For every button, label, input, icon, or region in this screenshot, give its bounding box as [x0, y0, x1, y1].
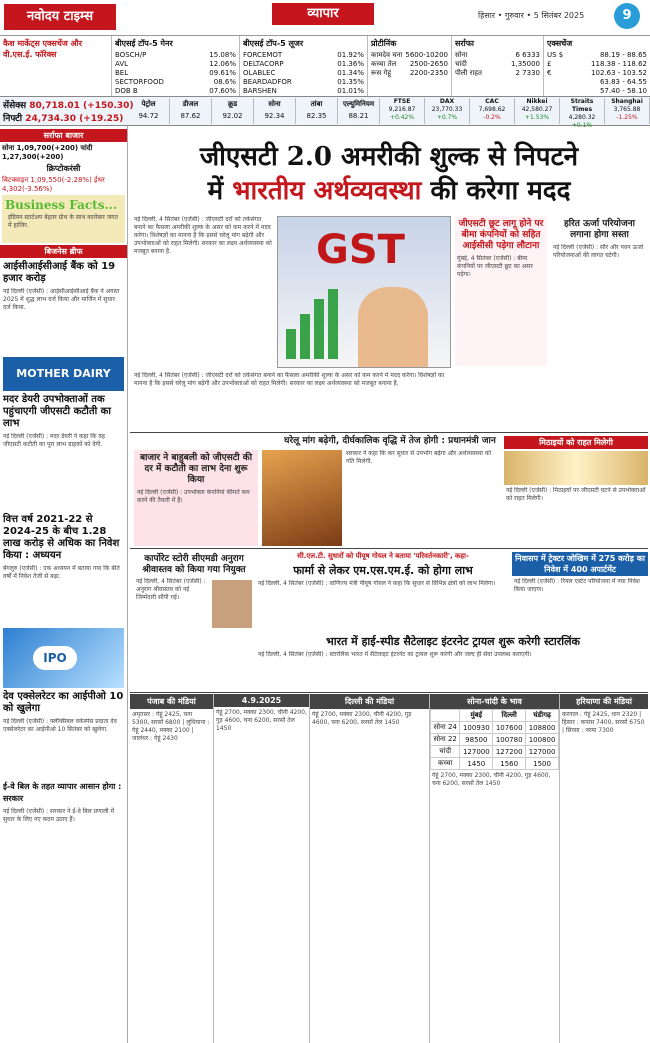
- forex-row: € 102.63 - 103.52: [547, 69, 647, 77]
- mother-dairy-logo: MOTHER DAIRY: [3, 357, 124, 391]
- gst-word: GST: [316, 227, 405, 273]
- chart-bar-icon: [328, 289, 338, 359]
- crypto-text: बिटक्वाइन 1,09,550(-2.28%) ईथर 4,302(-3.56%): [2, 176, 105, 193]
- demand-text: सरकार ने कहा कि कर सुधार से उपभोग बढ़ेगा और अर्थव्यवस्था को गति मिलेगी.: [346, 450, 492, 465]
- dateline: हिसार • गुरुवार • 5 सितंबर 2025: [478, 11, 585, 20]
- gold-row: सोना 24 100930 107600 108800: [431, 722, 559, 734]
- sweets-box: [504, 436, 648, 546]
- fuel-item: क्रूड 92.02: [212, 98, 254, 124]
- index-item: FTSE 9,216.87 +0.42%: [380, 98, 425, 124]
- index-item: DAX 23,770.33 +0.7%: [425, 98, 470, 124]
- insurance-text: मुंबई, 4 सितंबर (एजेंसी) : बीमा कंपनियों पर जीएसटी छूट का असर पड़ेगा।: [457, 255, 533, 278]
- gainer-row: AVL 12.06%: [115, 60, 236, 68]
- sweets-head: मिठाइयों को राहत मिलेगी: [504, 436, 648, 449]
- demand-title: घरेलू मांग बढ़ेगी, दीर्घकालिक वृद्धि में तेज होगी : प्रधानमंत्री जान: [284, 436, 496, 446]
- loser-row: DELTACORP 01.36%: [243, 60, 364, 68]
- headline-line-1: जीएसटी 2.0 अमरीकी शुल्क से निपटने: [199, 142, 579, 172]
- tax-box: [134, 450, 258, 546]
- mandi-tables: [130, 694, 648, 1043]
- headline-line-2a: में: [207, 176, 224, 206]
- green-energy-text: नई दिल्ली (एजेंसी) : सौर और पवन ऊर्जा परियोजनाओं की लागत घटेगी।: [553, 244, 644, 259]
- tractor-text: नई दिल्ली (एजेंसी) : रियल एस्टेट परियोजना में नया निवेश किया जाएगा।: [514, 578, 640, 593]
- forex-title: एक्सचेंज: [547, 39, 573, 48]
- delhi-head: दिल्ली की मंडियां: [310, 694, 429, 709]
- tractor-box: [512, 552, 648, 632]
- fuel-item: एल्युमिनियम 88.21: [338, 98, 380, 124]
- commodity-row: कच्चा तेल 2500-2650: [371, 60, 448, 68]
- headline-line-2c: की करेगा मदद: [430, 176, 571, 206]
- fuel-item: डीजल 87.62: [170, 98, 212, 124]
- bullion-head: सर्राफा बाजार: [0, 129, 127, 142]
- gainer-row: DOB B 07.60%: [115, 87, 236, 95]
- delhi-text: गेहूं 2700, मक्का 2300, चीनी 4200, गुड़ 4600, चना 6200, सरसों तेल 1450: [312, 711, 412, 726]
- forex-row: £ 118.38 - 118.62: [547, 60, 647, 68]
- investment-title: वित्त वर्ष 2021-22 से 2024-25 के बीच 1.28 लाख करोड़ से अधिक का निवेश किया : अध्ययन: [3, 514, 120, 561]
- tax-text: नई दिल्ली (एजेंसी) : उपभोक्ता कंपनियां कीमतें कम करने की तैयारी में हैं।: [137, 489, 250, 504]
- loser-row: OLABLEC 01.34%: [243, 69, 364, 77]
- bullion-title: सर्राफा: [455, 39, 474, 48]
- commodity-row: कामदेव चना 5600-10200: [371, 51, 448, 59]
- sweets-text: नई दिल्ली (एजेंसी) : मिठाइयों पर जीएसटी घटने से उपभोक्ताओं को राहत मिलेगी।: [506, 487, 646, 502]
- chart-bar-icon: [300, 314, 310, 359]
- msme-story: [258, 552, 508, 632]
- gold-col-head: चंडीगढ़: [526, 710, 559, 722]
- business-facts-title: Business Facts...: [5, 198, 118, 212]
- brief-text: नई दिल्ली (एजेंसी) : आईसीआईसीआई बैंक ने अगस्त 2025 में शुद्ध लाभ दर्ज किया और मार्जिन में सुधार दर्ज किया.: [3, 288, 120, 311]
- page-number: 9: [614, 3, 640, 29]
- business-facts-text: इंडियन स्टार्टअप बेहतर ग्रोथ के साथ कारोबार जगत में हाजिर.: [8, 214, 118, 229]
- bullion-row: पीली राहत 2 7330: [455, 69, 540, 77]
- global-indices: [380, 98, 650, 129]
- green-energy-box: [551, 216, 648, 366]
- sensex-label: सेंसेक्स: [3, 101, 27, 111]
- punjab-text: अमृतसर : गेहूं 2425, चना 5300, सरसों 6800 | लुधियाना : गेहूं 2440, मक्का 2100 | जालंधर : गेहूं 2430: [132, 711, 210, 742]
- loser-row: BEARDADFOR 01.35%: [243, 78, 364, 86]
- msme-kicker: सी.एल.टी. सुधारों को पीयूष गोयल ने बताया 'परिवर्तनकारी', कहा-: [297, 552, 469, 560]
- portrait-icon: [358, 287, 428, 367]
- tax-title: बाजार ने बाहुबली को जीएसटी की दर में कटौती का लाभ देना शुरू किया: [139, 453, 253, 485]
- chart-bar-icon: [286, 329, 296, 359]
- bullion-row: चांदी 1,35000: [455, 60, 540, 68]
- gainer-row: SECTORFOOD 08.6%: [115, 78, 236, 86]
- nifty-label: निफ्टी: [3, 114, 23, 124]
- crypto-head: क्रिप्टोकरंसी: [46, 164, 81, 173]
- bullion-row: सोना 6 6333: [455, 51, 540, 59]
- gold-silver-rates: [430, 694, 560, 1043]
- dairy-text: नई दिल्ली (एजेंसी) : मदर डेयरी ने कहा कि वह जीएसटी कटौती का पूरा लाभ ग्राहकों को देगी.: [3, 433, 105, 448]
- msme-title: फार्मा से लेकर एम.एस.एम.ई. को होगा लाभ: [293, 564, 473, 577]
- fuel-prices: [128, 98, 380, 124]
- market-summary: [0, 36, 112, 96]
- gainer-row: BEL 09.61%: [115, 69, 236, 77]
- eway-title: ई-वे बिल के तहत व्यापार आसान होगा : सरकार: [3, 782, 122, 803]
- appointment-box: [134, 552, 254, 690]
- market-title: कैश मार्केट्स एक्सचेंज और वी.एस.ई. फॉरेक्स: [3, 39, 82, 59]
- lead-body-2: नई दिल्ली, 4 सितंबर (एजेंसी) : जीएसटी दरों को तर्कसंगत बनाने का फैसला अमरीकी शुल्क के असर को कम करने में मदद करेगा। विशेषज्ञों का मानना है कि इससे घरेलू मांग बढ़ेगी और उपभोक्ताओं को राहत मिलेगी। सरकार का लक्ष्य अर्थव्यवस्था को मजबूत बनाना है.: [134, 372, 445, 387]
- bullion-prices: [452, 36, 544, 96]
- ipo-text: नई दिल्ली (एजेंसी) : फ्लेक्सिबल वर्कस्पेस प्रदाता देव एक्सेलरेटर का आईपीओ 10 सितंबर को खुलेगा.: [3, 718, 117, 733]
- index-item: CAC 7,698.62 -0.2%: [470, 98, 515, 124]
- headline-line-2b: भारतीय अर्थव्यवस्था: [232, 176, 422, 206]
- ipo-badge-icon: IPO: [33, 646, 77, 670]
- sensex-value: 80,718.01 (+150.30): [29, 101, 134, 111]
- starlink-text: नई दिल्ली, 4 सितंबर (एजेंसी) : स्टारलिंक भारत में सैटेलाइट इंटरनेट का ट्रायल शुरू करेगी और जल्द ही सेवा उपलब्ध कराएगी।: [258, 651, 532, 658]
- fuel-item: तांबा 82.35: [296, 98, 338, 124]
- appointment-title: कार्पोरेट स्टोरी सीएमडी अनुराग श्रीवास्तव को किया गया नियुक्त: [142, 554, 246, 575]
- msme-text: नई दिल्ली, 4 सितंबर (एजेंसी) : वाणिज्य मंत्री पीयूष गोयल ने कहा कि सुधार से विभिन्न क्षेत्रों को लाभ मिलेगा।: [258, 580, 496, 587]
- green-energy-title: हरित ऊर्जा परियोजना लगाना होगा सस्ता: [564, 219, 635, 240]
- date-text: गेहूं 2700, मक्का 2300, चीनी 4200, गुड़ 4600, चना 6200, सरसों तेल 1450: [216, 709, 307, 732]
- date-head: 4.9.2025: [214, 694, 309, 707]
- business-facts: [2, 195, 125, 243]
- delhi-mandi: [310, 694, 430, 1043]
- sweets-photo: [504, 451, 648, 485]
- gold-row: कच्चा 1450 1560 1500: [431, 758, 559, 770]
- investment-text: बेंगलुरु (एजेंसी) : एक अध्ययन में बताया गया कि बीते वर्षों में निवेश तेजी से बढ़ा.: [3, 565, 120, 580]
- insurance-box: [455, 216, 547, 366]
- brief-head: बिजनेस ब्रीफ: [0, 245, 127, 258]
- forex-row: US $ 88.19 - 88.65: [547, 51, 647, 59]
- chart-bar-icon: [314, 299, 324, 359]
- losers-title: बीएसई टॉप-5 लूजर: [243, 39, 304, 48]
- insurance-title: जीएसटी छूट लागू होने पर बीमा कंपनियों को सहित आईसीसी पड़ेगा लौटाना: [458, 219, 544, 251]
- haryana-head: हरियाणा की मंडियां: [560, 694, 648, 709]
- newspaper-logo: नवोदय टाइम्स: [4, 4, 116, 30]
- fuel-item: पेट्रोल 94.72: [128, 98, 170, 124]
- lead-body: नई दिल्ली, 4 सितंबर (एजेंसी) : जीएसटी दरों को तर्कसंगत बनाने का फैसला अमरीकी शुल्क के असर को कम करने में मदद करेगा। विशेषज्ञों का मानना है कि इससे घरेलू मांग बढ़ेगी और उपभोक्ताओं को राहत मिलेगी। सरकार का लक्ष्य अर्थव्यवस्था को मजबूत बनाना है.: [134, 216, 272, 255]
- gainer-row: BOSCH/P 15.08%: [115, 51, 236, 59]
- commodity-prices: [368, 36, 452, 96]
- ipo-title: देव एक्सेलरेटर का आईपीओ 10 को खुलेगा: [3, 691, 124, 714]
- index-item: Nikkei 42,580.27 +1.53%: [515, 98, 560, 124]
- index-item: Straits Times 4,280.32 +0.1%: [560, 98, 605, 124]
- section-title: व्यापार: [272, 3, 374, 25]
- nifty-line: [3, 111, 123, 124]
- haryana-mandi: [560, 694, 648, 1043]
- gold-extra-text: गेहूं 2700, मक्का 2300, चीनी 4200, गुड़ 4600, चना 6200, सरसों तेल 1450: [432, 772, 551, 787]
- punjab-mandi: [130, 694, 214, 1043]
- person-photo: [212, 580, 252, 628]
- loser-row: FORCEMOT 01.92%: [243, 51, 364, 59]
- date-mandi: [214, 694, 310, 1043]
- bullion-text: सोना 1,09,700(+200) चांदी 1,27,300(+200): [2, 144, 93, 161]
- gold-rates-head: सोना-चांदी के भाव: [430, 694, 559, 709]
- starlink-title: भारत में हाई-स्पीड सैटेलाइट इंटरनेट ट्रायल शुरू करेगी स्टारलिंक: [326, 635, 580, 648]
- haryana-text: करनाल : गेहूं 2425, धान 2320 | हिसार : कपास 7400, सरसों 6750 | सिरसा : नरमा 7300: [562, 711, 645, 734]
- top-losers: [240, 36, 368, 96]
- tractor-title: निवासप में ट्रेक्टर जोखिम में 275 करोड़ का निवेश में 400 अपार्टमेंट: [512, 552, 648, 576]
- fuel-item: सोना 92.34: [254, 98, 296, 124]
- gst-illustration: [277, 216, 451, 368]
- left-column: [0, 126, 128, 1043]
- commodity-title: प्रोटीनिंक: [371, 39, 397, 48]
- commodity-row: रूस गेहूं 2200-2350: [371, 69, 448, 77]
- gold-col-head: [431, 710, 460, 722]
- gainers-title: बीएसई टॉप-5 गेनर: [115, 39, 173, 48]
- forex-row: 63.83 - 64.55: [599, 78, 647, 86]
- forex-rates: [544, 36, 650, 96]
- nifty-value: 24,734.30 (+19.25): [25, 114, 124, 124]
- gold-row: चांदी 127000 127200 127000: [431, 746, 559, 758]
- forex-row: 57.40 - 58.10: [599, 87, 647, 95]
- starlink-story: [258, 634, 648, 690]
- gold-rates-table: [430, 709, 559, 770]
- gold-col-head: दिल्ली: [493, 710, 526, 722]
- punjab-head: पंजाब की मंडियां: [130, 694, 213, 709]
- market-photo: [262, 450, 342, 546]
- loser-row: BARSHEN 01.01%: [243, 87, 364, 95]
- sensex-line: [3, 98, 134, 111]
- appointment-text: नई दिल्ली, 4 सितंबर (एजेंसी) : अनुराग श्रीवास्तव को नई जिम्मेदारी सौंपी गई।: [136, 578, 206, 601]
- gold-row: सोना 22 98500 100780 100800: [431, 734, 559, 746]
- brief-title: आईसीआईसीआई बैंक को 19 हजार करोड़: [3, 261, 116, 284]
- top-gainers: [112, 36, 240, 96]
- dairy-title: मदर डेयरी उपभोक्ताओं तक पहुंचाएगी जीएसटी कटौती का लाभ: [3, 394, 111, 429]
- index-item: Shanghai 3,765.88 -1.25%: [605, 98, 650, 124]
- lead-headline: [130, 140, 648, 208]
- ipo-image: [3, 628, 124, 688]
- eway-text: नई दिल्ली (एजेंसी) : सरकार ने ई-वे बिल प्रणाली में सुधार के लिए नए कदम उठाए हैं।: [3, 808, 115, 823]
- gold-col-head: मुंबई: [460, 710, 493, 722]
